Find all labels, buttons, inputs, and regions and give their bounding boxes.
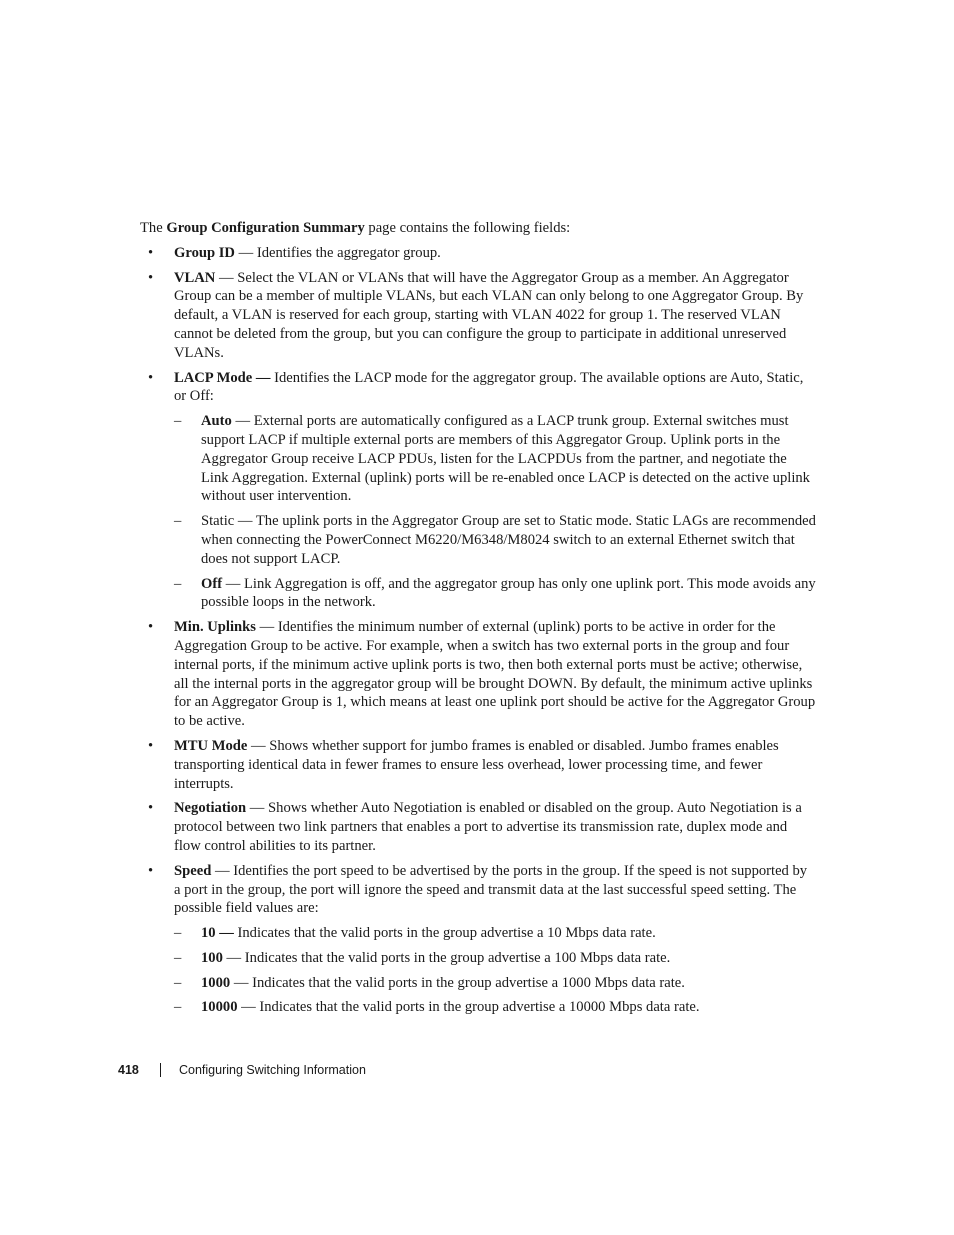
field-description: Identifies the LACP mode for the aggregator group. The available options are Auto, Static, or Off: (174, 369, 804, 405)
field-description: — Identifies the port speed to be advertised by the ports in the group. If the speed is not supported by a port in the group, the port will ignore the speed and transmit data at the last successful speed setting. The possible field values are: (174, 862, 808, 917)
bullet-marker: • (148, 737, 154, 754)
option-term: 10000 (201, 999, 238, 1016)
page-number: 418 (118, 1063, 139, 1077)
option-term: Auto (201, 413, 232, 430)
option-description: — Indicates that the valid ports in the group advertise a 10000 Mbps data rate. (237, 999, 700, 1016)
field-vlan (140, 269, 816, 363)
speed-value-10 (174, 924, 816, 943)
field-min-uplinks (140, 618, 816, 731)
field-term: Negotiation (174, 800, 247, 817)
option-term: 10 — (201, 925, 234, 942)
option-description: — Indicates that the valid ports in the group advertise a 100 Mbps data rate. (222, 949, 671, 966)
field-lacp-mode (140, 369, 816, 613)
footer-separator (160, 1063, 161, 1077)
field-group-id (140, 244, 816, 263)
bullet-marker: • (148, 619, 154, 636)
lacp-option-auto (174, 412, 816, 506)
dash-marker: – (174, 949, 182, 966)
field-mtu-mode (140, 737, 816, 793)
intro-suffix: page contains the following fields: (364, 220, 571, 236)
lacp-option-off (174, 575, 816, 613)
field-description: — Shows whether Auto Negotiation is enabled or disabled on the group. Auto Negotiation is a protocol between two link partners that enables a port to advertise its transmission rate, duplex mode and flow control abilities to its partner. (174, 800, 802, 854)
option-description: — Link Aggregation is off, and the aggregator group has only one uplink port. This mode avoids any possible loops in the network. (201, 575, 816, 611)
option-term: 1000 (201, 974, 231, 991)
field-term: LACP Mode — (174, 369, 271, 386)
field-negotiation (140, 799, 816, 855)
intro-paragraph (140, 219, 816, 238)
field-description: — Identifies the aggregator group. (234, 244, 441, 261)
dash-marker: – (174, 925, 182, 942)
intro-page-name: Group Configuration Summary (166, 220, 365, 236)
dash-marker: – (174, 575, 182, 592)
field-speed (140, 862, 816, 1018)
field-description: — Select the VLAN or VLANs that will have the Aggregator Group as a member. An Aggregator Group can be a member of multiple VLANs, but each VLAN can only belong to one Aggregator Group. By default, a VLAN is reserved for each group, starting with VLAN 4022 for group 1. The reserved VLAN cannot be deleted from the group, but you can configure the group to participate in additional unreserved VLANs. (174, 269, 804, 361)
dash-marker: – (174, 974, 182, 991)
dash-marker: – (174, 999, 182, 1016)
option-description: — External ports are automatically configured as a LACP trunk group. External switches must support LACP if multiple external ports are members of this Aggregator Group. Uplink ports in the Aggregator Group receive LACP PDUs, listen for the LACPDUs from the partner, and negotiate the Link Aggregation. External (uplink) ports will be re-enabled once LACP is detected on the active uplink without user intervention. (201, 413, 810, 505)
dash-marker: – (174, 413, 182, 430)
field-description: — Identifies the minimum number of external (uplink) ports to be active in order for the Aggregation Group to be active. For example, when a switch has two external ports in the group and four internal ports, if the minimum active uplink ports is two, then both external ports must be active; otherwise, all the internal ports in the aggregator group will be brought DOWN. By default, the minimum active uplinks for an Aggregator Group is 1, which means at least one uplink port should be active for the Aggregator Group to be active. (174, 619, 816, 730)
option-description: — Indicates that the valid ports in the group advertise a 1000 Mbps data rate. (230, 974, 685, 991)
intro-prefix: The (140, 220, 167, 236)
dash-marker: – (174, 513, 182, 530)
document-body (140, 219, 816, 1023)
field-term: VLAN (174, 269, 216, 286)
option-description: Static — The uplink ports in the Aggregator Group are set to Static mode. Static LAGs are recommended when connecting the PowerConnect M6220/M6348/M8024 switch to an external Ethernet switch that does not support LACP. (201, 513, 816, 567)
field-term: MTU Mode (174, 737, 248, 754)
lacp-option-static (174, 512, 816, 568)
chapter-title: Configuring Switching Information (179, 1063, 366, 1077)
field-term: Speed (174, 862, 212, 879)
option-term: Off (201, 575, 223, 592)
field-term: Min. Uplinks (174, 619, 256, 636)
field-description: — Shows whether support for jumbo frames is enabled or disabled. Jumbo frames enables transporting identical data in fewer frames to ensure less overhead, lower processing time, and fewer interrupts. (174, 737, 779, 792)
bullet-marker: • (148, 244, 154, 261)
speed-value-100 (174, 949, 816, 968)
field-term: Group ID (174, 244, 235, 261)
bullet-marker: • (148, 800, 154, 817)
speed-value-10000 (174, 998, 816, 1017)
option-description: Indicates that the valid ports in the group advertise a 10 Mbps data rate. (233, 925, 656, 942)
bullet-marker: • (148, 369, 154, 386)
bullet-marker: • (148, 269, 154, 286)
bullet-marker: • (148, 862, 154, 879)
speed-value-1000 (174, 974, 816, 993)
option-term: 100 (201, 949, 223, 966)
